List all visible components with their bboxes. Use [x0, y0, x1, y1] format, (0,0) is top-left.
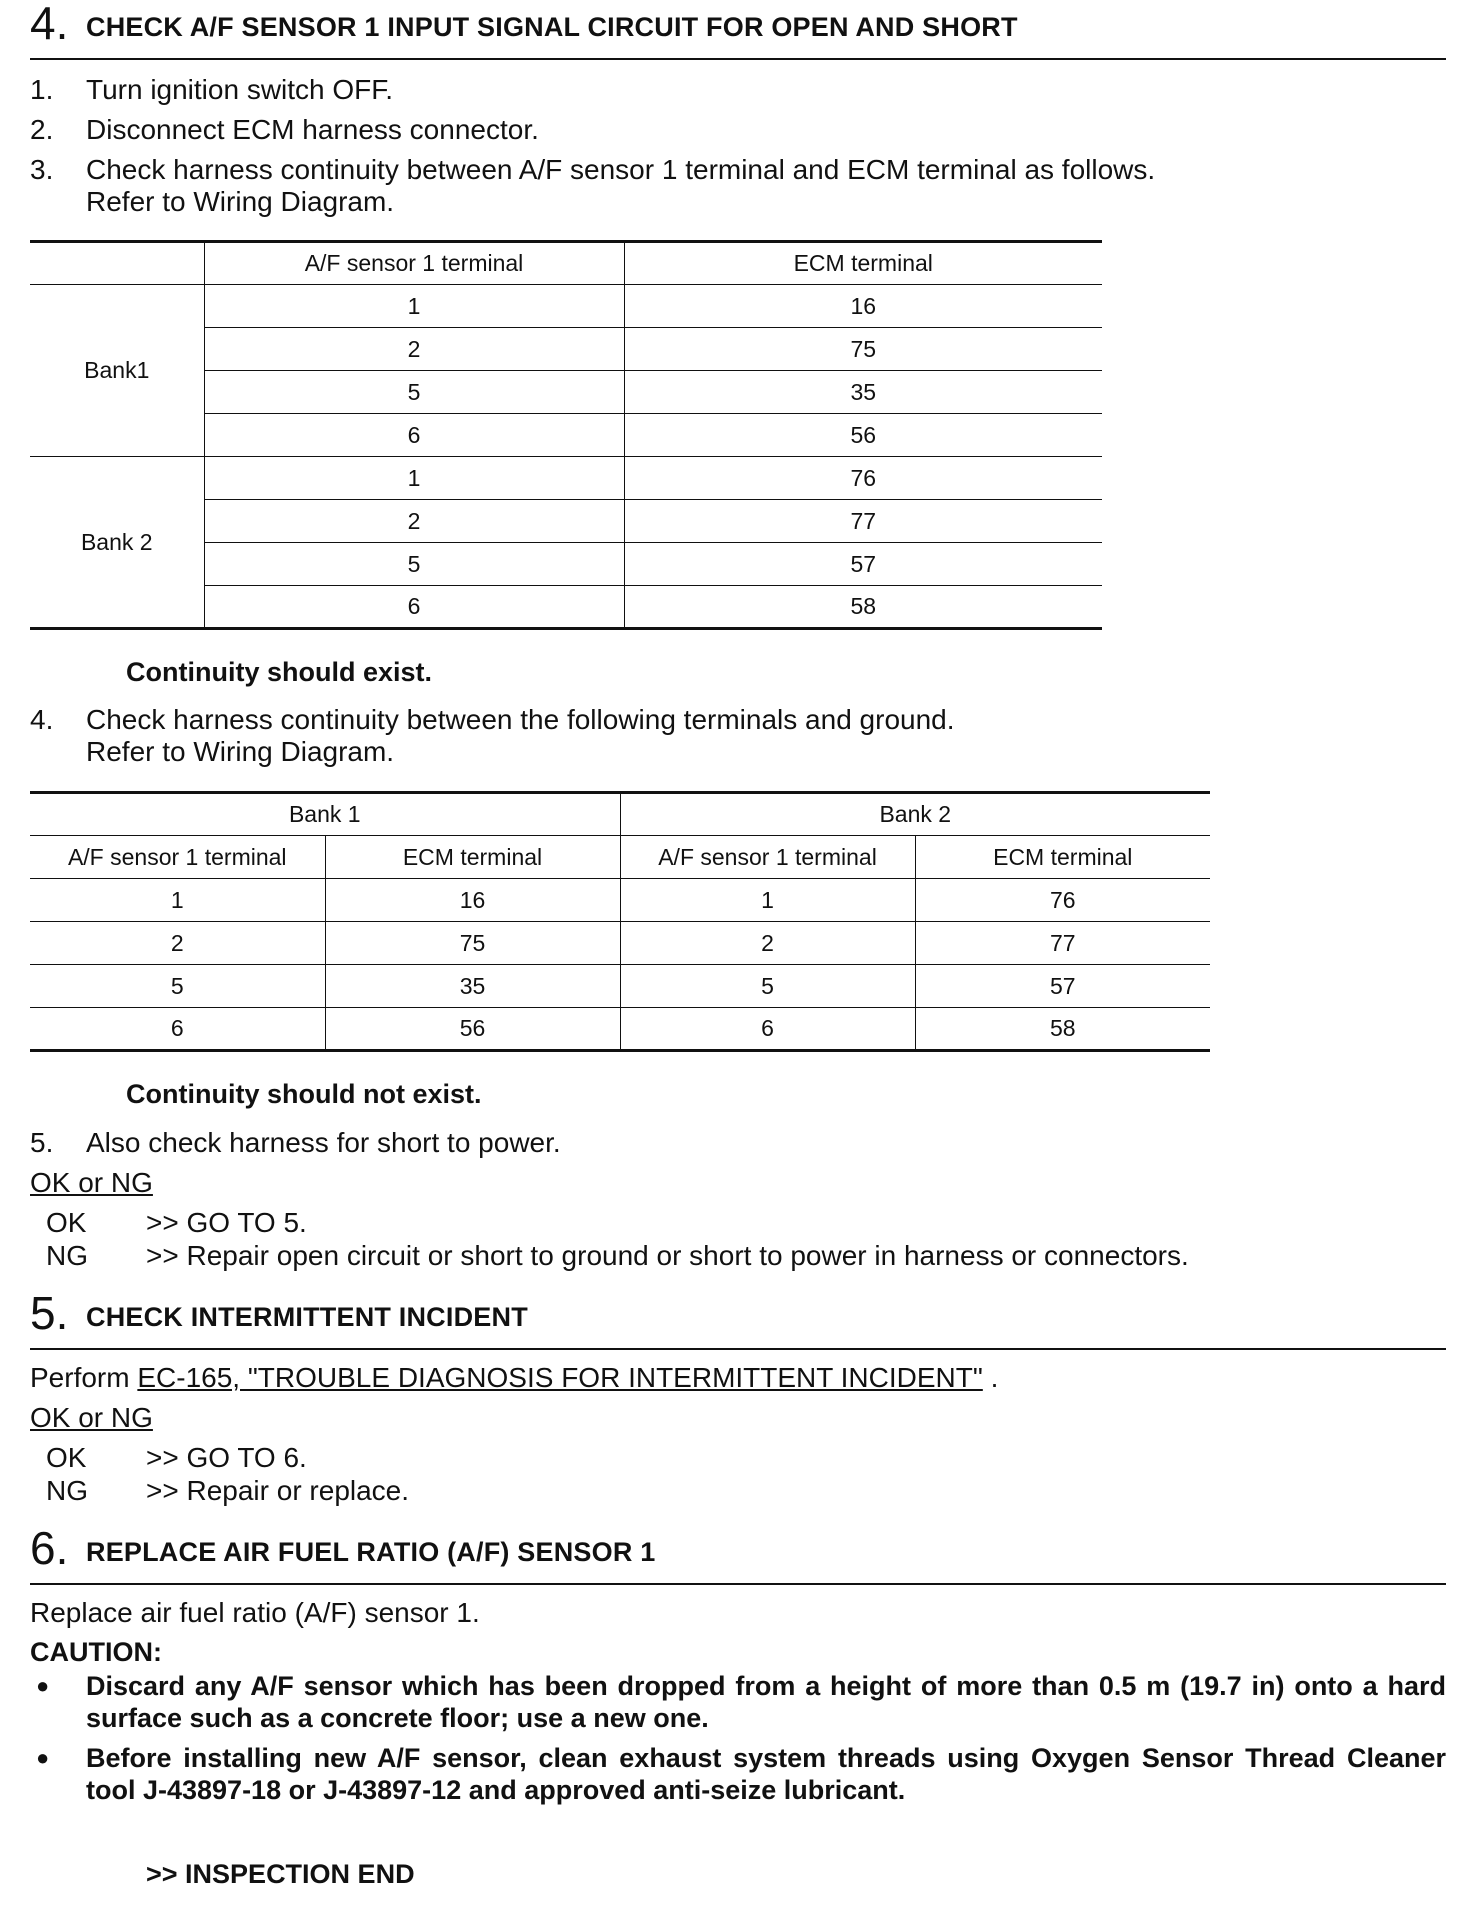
table-cell: 75 [325, 922, 620, 965]
section-title: CHECK INTERMITTENT INCIDENT [86, 1302, 528, 1332]
step-5: 5. Also check harness for short to power. [30, 1127, 561, 1158]
section-title: REPLACE AIR FUEL RATIO (A/F) SENSOR 1 [86, 1537, 656, 1567]
table-cell: 5 [620, 965, 915, 1008]
table-cell: 57 [915, 965, 1210, 1008]
table-cell: 2 [30, 922, 325, 965]
caution-bullet-1: ● Discard any A/F sensor which has been dropped from a height of more than 0.5 m (19.7 in) onto a hard surface such as a concrete floor; use a new one. [36, 1671, 1446, 1733]
table-row [30, 457, 1102, 500]
table-header-cell [30, 242, 204, 285]
table-cell: 16 [624, 285, 1102, 328]
section-4-heading [30, 0, 1446, 60]
table-cell: 58 [915, 1008, 1210, 1051]
table-cell: 2 [204, 328, 624, 371]
step-1: 1. Turn ignition switch OFF. [30, 74, 394, 105]
ok-result-label: OK [46, 1207, 87, 1238]
ec-165-link[interactable]: EC-165, "TROUBLE DIAGNOSIS FOR INTERMITTENT INCIDENT" [137, 1362, 983, 1393]
table-cell: 56 [325, 1008, 620, 1051]
step-2: 2. Disconnect ECM harness connector. [30, 114, 539, 145]
ok-result-text: >> GO TO 5. [146, 1207, 307, 1238]
table-cell: 16 [325, 879, 620, 922]
step-3: 3. Check harness continuity between A/F sensor 1 terminal and ECM terminal as follows. [30, 154, 1156, 185]
inspection-end: >> INSPECTION END [146, 1859, 415, 1889]
ok-or-ng-label: OK or NG [30, 1402, 153, 1433]
table-cell: 77 [624, 500, 1102, 543]
table-header-row [30, 242, 1102, 285]
ng-result-text: >> Repair open circuit or short to ground or short to power in harness or connectors. [146, 1240, 1189, 1271]
ng-result-label: NG [46, 1240, 88, 1271]
ng-result-text: >> Repair or replace. [146, 1475, 410, 1506]
step-4-sub: Refer to Wiring Diagram. [86, 736, 395, 767]
table-header-cell: A/F sensor 1 terminal [620, 836, 915, 879]
table-cell: 56 [624, 414, 1102, 457]
table-header-cell: A/F sensor 1 terminal [204, 242, 624, 285]
bank-label: Bank1 [30, 285, 204, 457]
section-title: CHECK A/F SENSOR 1 INPUT SIGNAL CIRCUIT FOR OPEN AND SHORT [86, 12, 1018, 42]
bullet-icon: ● [36, 1673, 50, 1698]
ok-result-label: OK [46, 1442, 87, 1473]
table-cell: 5 [30, 965, 325, 1008]
ok-result-text: >> GO TO 6. [146, 1442, 307, 1473]
replace-instruction: Replace air fuel ratio (A/F) sensor 1. [30, 1597, 480, 1628]
bank-label: Bank 2 [30, 457, 204, 629]
table-cell: 35 [624, 371, 1102, 414]
table-header-row [30, 836, 1210, 879]
caution-bullet-2: ● Before installing new A/F sensor, clean exhaust system threads using Oxygen Sensor Thread Cleaner tool J-43897-18 or J-43897-12 and approved anti-seize lubricant. [36, 1743, 1446, 1805]
table-cell: 76 [624, 457, 1102, 500]
note-continuity-not-exist: Continuity should not exist. [126, 1079, 482, 1109]
table-cell: 2 [620, 922, 915, 965]
table-header-cell: ECM terminal [915, 836, 1210, 879]
table-cell: 1 [204, 285, 624, 328]
table-cell: 6 [30, 1008, 325, 1051]
table-group-header: Bank 1 [288, 801, 361, 827]
perform-instruction: Perform EC-165, "TROUBLE DIAGNOSIS FOR INTERMITTENT INCIDENT" . [30, 1362, 999, 1393]
table-row [30, 922, 1210, 965]
ok-or-ng-label: OK or NG [30, 1167, 153, 1198]
table-cell: 58 [624, 586, 1102, 629]
table-cell: 6 [204, 414, 624, 457]
table-header-cell: ECM terminal [624, 242, 1102, 285]
table-cell: 75 [624, 328, 1102, 371]
section-number: 4. [30, 0, 69, 49]
table-group-header-row [30, 793, 1210, 836]
table-group-header: Bank 2 [620, 793, 1210, 836]
note-continuity-exist: Continuity should exist. [126, 657, 433, 687]
step-4: 4. Check harness continuity between the following terminals and ground. [30, 704, 955, 735]
table-cell: 77 [915, 922, 1210, 965]
table-cell: 5 [204, 543, 624, 586]
step-3-sub: Refer to Wiring Diagram. [86, 186, 395, 217]
table-cell: 35 [325, 965, 620, 1008]
table-row [30, 1008, 1210, 1051]
table-row [30, 879, 1210, 922]
table-cell: 5 [204, 371, 624, 414]
table-row [30, 965, 1210, 1008]
table-cell: 6 [620, 1008, 915, 1051]
table-cell: 2 [204, 500, 624, 543]
table-row [30, 285, 1102, 328]
ground-continuity-table [30, 791, 1210, 1052]
table-header-cell: ECM terminal [325, 836, 620, 879]
bullet-icon: ● [36, 1745, 50, 1770]
table-cell: 1 [620, 879, 915, 922]
caution-label: CAUTION: [30, 1637, 162, 1667]
table-cell: 76 [915, 879, 1210, 922]
table-cell: 57 [624, 543, 1102, 586]
terminal-continuity-table [30, 240, 1102, 630]
section-6-heading [30, 1522, 1446, 1585]
ng-result-label: NG [46, 1475, 88, 1506]
table-header-cell: A/F sensor 1 terminal [30, 836, 325, 879]
table-cell: 1 [30, 879, 325, 922]
section-number: 6. [30, 1522, 69, 1574]
table-cell: 6 [204, 586, 624, 629]
table-cell: 1 [204, 457, 624, 500]
section-5-heading [30, 1287, 1446, 1350]
section-number: 5. [30, 1287, 69, 1339]
